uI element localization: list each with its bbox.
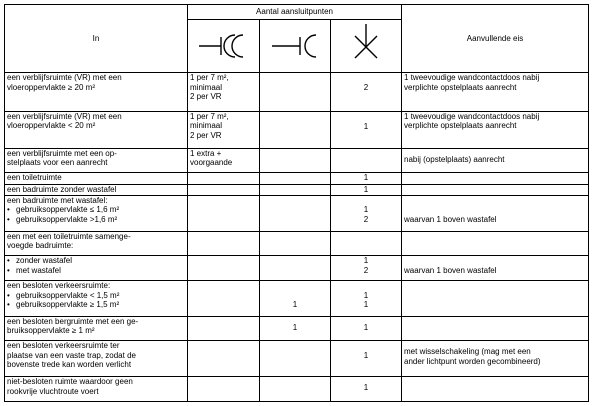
cell-light-point: 1 <box>331 377 402 402</box>
row-description: een besloten verkeersruimte ter plaatse van een vaste trap, zodat de bovenste trede kan worden verlicht <box>5 341 188 377</box>
cell-double-socket: 1 extra + voorgaande <box>188 148 260 173</box>
cell-light-point: 1 <box>331 111 402 148</box>
cell-light-point: 2 <box>331 73 402 112</box>
row-description: een badruimte zonder wastafel <box>5 184 188 195</box>
list-item: • met wastafel <box>7 266 185 276</box>
double-socket-symbol-icon <box>188 20 260 73</box>
cell-single-socket: 1 <box>260 316 331 341</box>
row-description <box>5 256 188 281</box>
list-item: • gebruiksoppervlakte ≤ 1,6 m² <box>7 205 185 215</box>
cell-single-socket <box>260 173 331 184</box>
cell-double-socket <box>188 184 260 195</box>
cell-single-socket <box>260 377 331 402</box>
cell-light-point: 1 1 <box>331 281 402 317</box>
cell-single-socket: 1 <box>260 281 331 317</box>
cell-double-socket <box>188 377 260 402</box>
table-row <box>5 341 589 377</box>
row-description: een met een toiletruimte samenge- voegde badruimte: <box>5 231 188 256</box>
cell-single-socket <box>260 111 331 148</box>
header-aanvullende-eis: Aanvullende eis <box>402 5 589 73</box>
cell-light-point <box>331 231 402 256</box>
table-row <box>5 111 589 148</box>
cell-double-socket: 1 per 7 m², minimaal 2 per VR <box>188 111 260 148</box>
cell-aanvullende-eis: 1 tweevoudige wandcontactdoos nabij verplichte opstelplaats aanrecht <box>402 111 589 148</box>
list-item: • gebruiksoppervlakte < 1,5 m² <box>7 291 185 301</box>
row-description: een besloten verkeersruimte: • gebruiksoppervlakte < 1,5 m² • gebruiksoppervlakte ≥ 1,5 m² <box>5 281 188 317</box>
cell-single-socket <box>260 195 331 231</box>
cell-aanvullende-eis: waarvan 1 boven wastafel <box>402 256 589 281</box>
cell-single-socket <box>260 148 331 173</box>
cell-single-socket <box>260 231 331 256</box>
cell-aanvullende-eis: nabij (opstelplaats) aanrecht <box>402 148 589 173</box>
table-row <box>5 377 589 402</box>
row-description: niet-besloten ruimte waardoor geen rookvrije vluchtroute voert <box>5 377 188 402</box>
cell-light-point <box>331 148 402 173</box>
cell-aanvullende-eis: waarvan 1 boven wastafel <box>402 195 589 231</box>
list-item: • gebruiksoppervlakte >1,6 m² <box>7 215 185 225</box>
row-description: een verblijfsruimte met een op- stelplaats voor een aanrecht <box>5 148 188 173</box>
cell-light-point: 1 <box>331 341 402 377</box>
table-row <box>5 148 589 173</box>
row-description: een besloten bergruimte met een ge- bruiksoppervlakte ≥ 1 m² <box>5 316 188 341</box>
cell-double-socket <box>188 341 260 377</box>
cell-aanvullende-eis: met wisselschakeling (mag met een ander lichtpunt worden gecombineerd) <box>402 341 589 377</box>
single-socket-symbol-icon <box>260 20 331 73</box>
table-row <box>5 184 589 195</box>
table-row <box>5 195 589 231</box>
table-row <box>5 281 589 317</box>
cell-double-socket <box>188 173 260 184</box>
cell-double-socket <box>188 281 260 317</box>
table-row <box>5 256 589 281</box>
cell-light-point: 1 2 <box>331 195 402 231</box>
cell-single-socket <box>260 73 331 112</box>
cell-single-socket <box>260 256 331 281</box>
cell-double-socket <box>188 231 260 256</box>
cell-double-socket <box>188 195 260 231</box>
cell-aanvullende-eis <box>402 316 589 341</box>
header-in: In <box>5 5 188 73</box>
table-row <box>5 73 589 112</box>
cell-light-point: 1 <box>331 316 402 341</box>
cell-aanvullende-eis <box>402 231 589 256</box>
cell-aanvullende-eis <box>402 173 589 184</box>
light-point-symbol-icon <box>331 20 402 73</box>
table-row <box>5 316 589 341</box>
cell-light-point: 1 2 <box>331 256 402 281</box>
cell-single-socket <box>260 341 331 377</box>
cell-light-point: 1 <box>331 173 402 184</box>
list-item: • zonder wastafel <box>7 256 185 266</box>
table-row <box>5 231 589 256</box>
cell-double-socket: 1 per 7 m², minimaal 2 per VR <box>188 73 260 112</box>
table-row <box>5 173 589 184</box>
aansluitpunten-table <box>4 4 589 402</box>
list-item: • gebruiksoppervlakte ≥ 1,5 m² <box>7 300 185 310</box>
row-description: een verblijfsruimte (VR) met een vloeroppervlakte ≥ 20 m² <box>5 73 188 112</box>
cell-double-socket <box>188 256 260 281</box>
cell-light-point: 1 <box>331 184 402 195</box>
row-description: een toiletruimte <box>5 173 188 184</box>
cell-aanvullende-eis <box>402 281 589 317</box>
header-aansluitpunten: Aantal aansluitpunten <box>188 5 402 20</box>
row-description: een verblijfsruimte (VR) met een vloeroppervlakte < 20 m² <box>5 111 188 148</box>
cell-single-socket <box>260 184 331 195</box>
cell-aanvullende-eis: 1 tweevoudige wandcontactdoos nabij verplichte opstelplaats aanrecht <box>402 73 589 112</box>
row-description: een badruimte met wastafel: • gebruiksoppervlakte ≤ 1,6 m² • gebruiksoppervlakte >1,6 m² <box>5 195 188 231</box>
cell-double-socket <box>188 316 260 341</box>
cell-aanvullende-eis <box>402 377 589 402</box>
cell-aanvullende-eis <box>402 184 589 195</box>
